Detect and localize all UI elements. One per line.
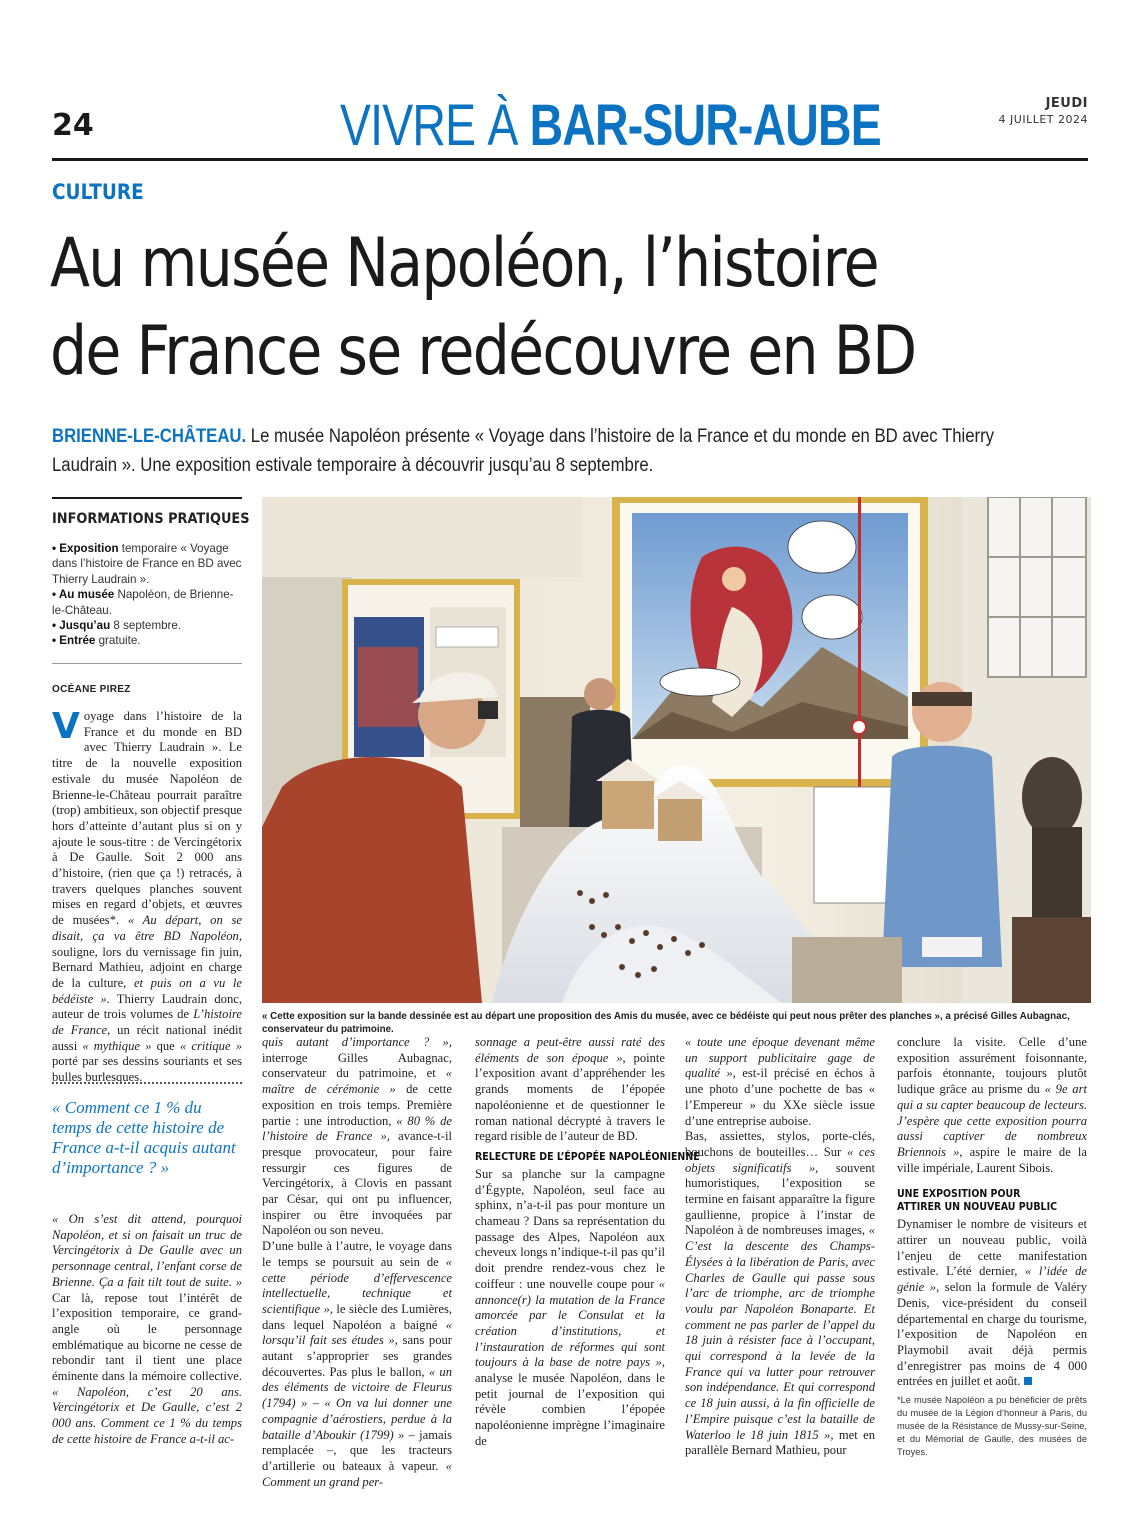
quote: « critique » [179,1038,242,1053]
paragraph: porté par ses dessins souriants et ses bulles burlesques. [52,1054,242,1085]
quote: quis autant d’importance ? » [262,1035,449,1049]
rubric: CULTURE [52,180,144,204]
book-title: L’histoire de France [52,1007,242,1038]
text: , le siècle des Lumières, dans lequel Napoléon a baigné [262,1301,452,1332]
sidebar-rule [52,497,242,499]
info-item-text: Napoléon, de Brienne-le-Château. [52,588,234,617]
info-item-label: • Jusqu’au [52,619,111,633]
paragraph: Thierry Laudrain donc, auteur de trois volumes de [52,991,242,1022]
exhibition-scene-illustration [262,497,1091,1003]
quote: « toute une époque devenant même un support publicitaire gage de qualité » [685,1035,875,1081]
quote: « On s’est dit attend, pourquoi Napoléon, et si on faisait un truc de Vercingétorix à De Gaulle avec un personnage central, l’enfant corse de Brienne. Ça a fait tilt tout de suite. » [52,1212,242,1289]
quote: « l’idée de génie » [897,1264,1087,1295]
paragraph [262,1239,452,1490]
quote: « Napoléon, c’est 20 ans. Vercingétorix et De Gaulle, c’est 2 000 ans. Comment ce 1 % du temps de cette histoire de France a-t-il ac- [52,1384,242,1446]
quote: « mythique » [82,1038,152,1053]
pull-quote-block [52,1082,242,1178]
paragraph: Car là, repose tout l’intérêt de l’exposition temporaire, ce grand-angle où le personnage emblématique au bicorne ne cesse de rebondir tant il tient une place éminente dans la mémoire collective. [52,1290,242,1384]
quote: « 9e art qui a su capter beaucoup de lecteurs. J’espère que cette exposition pourra aussi captiver de nombreux Briennois » [897,1082,1087,1159]
info-list [52,541,242,649]
lede [52,422,1055,480]
quote: « C’est la descente des Champs-Élysées à la libération de Paris, avec Charles de Gaulle qui passe sous l’arc de triomphe, arc de triomphe voulu par Napoléon Bonaparte. Et comment ne pas parler de l’appel du 18 juin à résister face à l’occupant, qui correspond à la levée de la France qui va lutter pour retrouver son indépendance. Et qui correspond ce 18 juin aussi, à la fin officielle de l’Empire puisque c’est la bataille de Waterloo le 18 juin 1815 » [685,1223,875,1442]
headline-line-1: Au musée Napoléon, l’histoire [50,224,878,303]
page-number: 24 [52,108,94,143]
article-column-1 [52,706,242,1086]
info-item-text: temporaire « Voyage dans l’histoire de France en BD avec Thierry Laudrain ». [52,542,242,586]
end-mark-icon [1024,1377,1032,1385]
quote: « lorsqu’il fait ses études » [262,1317,452,1348]
headline-line-2: de France se redécouvre en BD [50,312,916,391]
photo-caption: « Cette exposition sur la bande dessinée est au départ une proposition des Amis du musée, avec ce bédéiste qui peut nous prêter des planches », a précisé Gilles Aubagnac, conservateur du patrimoine. [262,1011,1070,1035]
text: – jamais remplacée –, que les tracteurs d’artillerie ou bateaux à vapeur. [262,1427,453,1473]
info-item [52,633,242,648]
quote: « cette période d’effervescence intellectuelle, technique et scientifique » [262,1254,452,1316]
paragraph [475,1167,665,1450]
subheading-line-2: ATTIRER UN NOUVEAU PUBLIC [897,1201,1058,1214]
info-item [52,587,242,618]
text: , interroge Gilles Aubagnac, conservateur du patrimoine, et [262,1035,452,1081]
text: , est-il précisé en échos à une photo d’une pochette de bas « l’Empereur » du XXe siècle issue d’une entreprise auboise. [685,1066,875,1128]
issue-day: JEUDI [1045,96,1088,111]
sidebar-title: INFORMATIONS PRATIQUES [52,511,250,527]
pull-quote: « Comment ce 1 % du temps de cette histoire de France a-t-il acquis autant d’importance ? » [52,1098,236,1177]
footnote: *Le musée Napoléon a pu bénéficier de prêts du musée de la Légion d’honneur à Paris, du musée de la Résistance de Mussy-sur-Seine, et du Mémorial de Gaulle, des musées de Troyes. [897,1395,1087,1458]
quote: « annonce(r) la mutation de la France amorcée par le Consulat et la création d’institutions, et l’instauration de réformes qui sont toujours à la base de notre pays » [475,1276,665,1370]
section-title-light: VIVRE À [340,93,530,158]
paragraph: oyage dans l’histoire de la France et du monde en BD avec Thierry Laudrain ». Le titre de la nouvelle exposition estivale du musée Napoléon de Brienne-le-Château pourrait paraître (trop) ambitieux, son objectif presque hors d’atteinte d’autant plus si on y ajoute le sous-titre : de Vercingétorix à De Gaulle. Soit 2 000 ans d’histoire, (rien que ça !) retracés, à travers quelques planches souvent mises en regard d’objets, et œuvres de musées*. [52,709,242,928]
text: , pointe l’exposition avant d’appréhender les grands moments de l’épopée napoléonienne et de questionner le roman national décrypté à travers le regard risible de l’auteur de BD. [475,1050,665,1144]
quote: et puis on a vu le bédéiste ». [52,975,242,1006]
text: , aspire le maire de la ville impériale, Laurent Sibois. [897,1144,1087,1175]
quote: « ces objets significatifs » [685,1144,875,1175]
text: , met en parallèle Bernard Mathieu, pour [685,1427,876,1458]
headline [50,220,1108,396]
dropcap: V [52,706,80,747]
paragraph [685,1035,875,1129]
pull-quote-divider [52,1082,242,1084]
text: de cette exposition en trois temps. Première partie : une introduction, [262,1082,452,1128]
paragraph: , un récit national inédit aussi [52,1023,242,1053]
subheading: RELECTURE DE L’ÉPOPÉE NAPOLÉONIENNE [475,1150,700,1163]
text: , souvent humoristiques, l’exposition se termine en faisant apparaître la figure gaullienne, propice à l’instar de Napoléon à de nombreuses images, [685,1160,876,1238]
paragraph: souligne, lors du vernissage fin juin, Bernard Mathieu, adjoint en charge de la culture, [52,944,242,990]
info-sidebar [52,497,250,664]
quote: « un des éléments de victoire de Fleurus (1794) » – « On va lui donner une compagnie d’aérostiers, perdue à la bataille d’Aboukir (1799) » [262,1364,452,1442]
article-column-5 [897,1035,1087,1459]
info-item-label: • Entrée [52,634,96,648]
info-item-text: 8 septembre. [110,619,182,633]
paragraph [262,1035,452,1239]
info-item [52,618,242,633]
paragraph [897,1217,1087,1390]
byline: OCÉANE PIREZ [52,684,131,695]
text: Sur sa planche sur la campagne d’Égypte, Napoléon, seul face au sphinx, n’a-t-il pas pour monture un chameau ? Dans sa représentation du passage des Alpes, Napoléon aux cheveux longs n’indique-t-il pas qu’il doit prendre rendez-vous chez le coiffeur : une nouvelle coupe pour [475,1166,665,1291]
article-column-3 [475,1035,700,1450]
article-column-2 [262,1035,452,1490]
section-title-town: BAR-SUR-AUBE [529,93,881,158]
text: , avance-t-il presque provocateur, pour faire ressurgir ces figures de Vercingétorix, à Clovis en passant par César, qui ont pu influencer, inspirer ou être invoquées par Napoléon ou son neveu. [262,1129,452,1238]
info-item-text: gratuite. [95,634,141,648]
paragraph: que [151,1038,180,1053]
info-item-label: • Exposition [52,542,119,555]
text: , selon la formule de Valéry Denis, vice-président du conseil départemental en charge du tourisme, l’exposition de Napoléon en Playmobil avait déjà permis d’enregistrer pas moins de 4 000 entrées en juillet et août. [897,1280,1087,1389]
info-item-label: • Au musée [52,588,115,602]
lede-place: BRIENNE-LE-CHÂTEAU. [52,426,247,447]
paragraph [685,1129,875,1459]
text: , analyse le musée Napoléon, dans le petit journal de l’exposition qui révèle combien l’épopée napoléonienne imprègne l’imaginaire de [475,1355,665,1448]
exhibition-photo [262,497,1091,1003]
quote: sonnage a peut-être aussi raté des éléments de son époque » [475,1035,665,1065]
quote: « Au départ, on se disait, ça va être BD Napoléon, [52,913,242,943]
info-item [52,541,242,587]
quote: « maître de cérémonie » [262,1066,452,1097]
lede-text: Le musée Napoléon présente « Voyage dans l’histoire de la France et du monde en BD avec Thierry Laudrain ». Une exposition estivale temporaire à découvrir jusqu’au 8 septembre. [52,426,995,476]
paragraph [475,1035,665,1145]
quote: « 80 % de l’histoire de France » [262,1113,452,1144]
article-column-1-continued [52,1212,242,1448]
text: D’une bulle à l’autre, le voyage dans le temps se poursuit au sein de [262,1239,452,1269]
sidebar-bottom-rule [52,663,242,664]
section-title [340,92,881,159]
text: , sans pour autant s’approprier ses grandes découvertes. Pas plus le ballon, [262,1333,452,1379]
date-block [999,96,1088,126]
header-rule [52,158,1088,161]
paragraph [897,1035,1087,1176]
article-column-4 [685,1035,875,1459]
text: conclure la visite. Celle d’une exposition assurément foisonnante, parfois étonnante, toujours plutôt ludique grâce au prisme du [897,1035,1087,1097]
quote: « Comment un grand per- [262,1458,452,1489]
issue-date: 4 JUILLET 2024 [998,113,1088,126]
subheading-line-1: UNE EXPOSITION POUR [897,1188,1021,1201]
text: Dynamiser le nombre de visiteurs et attirer un nouveau public, voilà l’enjeu de cette manifestation estivale. L’été dernier, [897,1217,1087,1279]
text: Bas, assiettes, stylos, porte-clés, bouchons de bouteilles… Sur [685,1129,875,1159]
